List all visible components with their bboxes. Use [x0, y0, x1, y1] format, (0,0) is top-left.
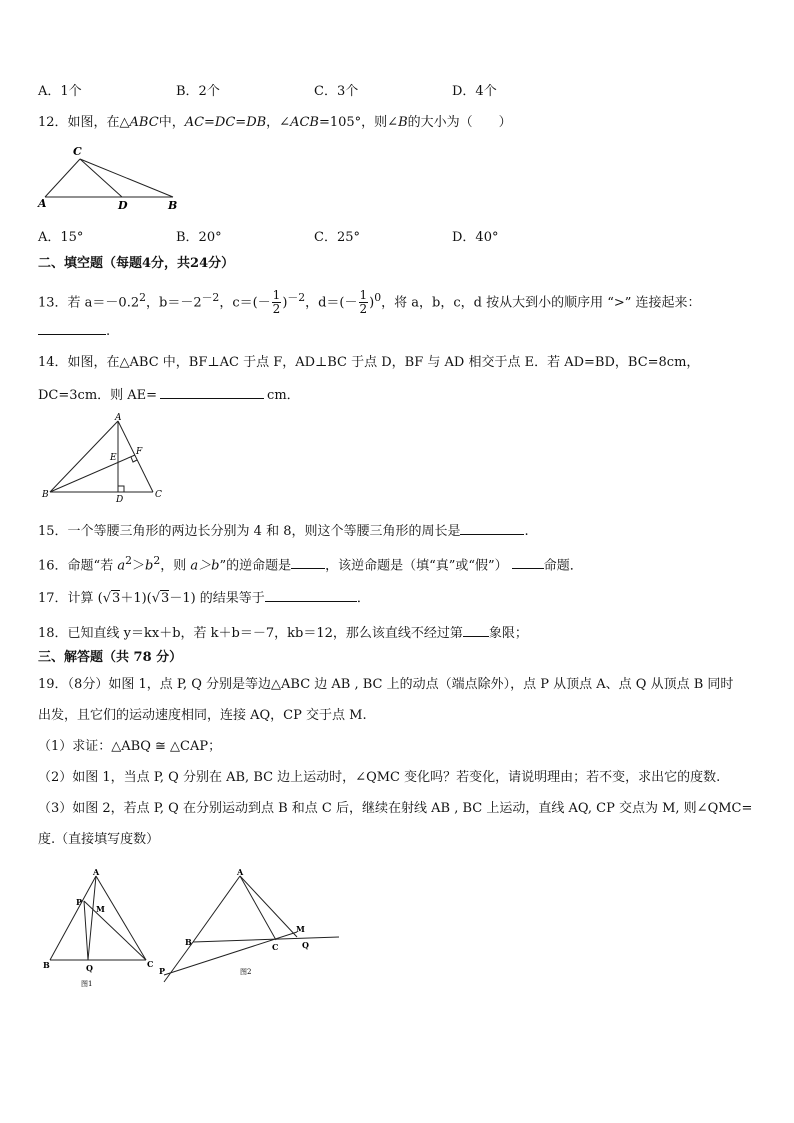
fig2-label-b: B [185, 937, 192, 947]
fig2-label-q: Q [302, 940, 309, 950]
q12-triangle-name: ABC [129, 115, 159, 130]
q14-stem-line1: 14．如图，在△ABC 中，BF⊥AC 于点 F，AD⊥BC 于点 D，BF 与 AD 相交于点 E．若 AD=BD，BC=8cm， [38, 355, 700, 370]
fig1-label-b: B [43, 960, 50, 970]
q14-label-c: C [155, 490, 162, 500]
q15-answer-blank[interactable] [460, 522, 524, 535]
q14-figure [38, 412, 168, 504]
q17-text: 17．计算 ( [38, 591, 103, 606]
q14-stem-line2 [38, 386, 300, 404]
q12-stem-text: 的大小为（ ） [407, 115, 512, 130]
q12-stem [38, 115, 512, 131]
q17-answer-blank[interactable] [265, 589, 357, 602]
fig1-label-a: A [93, 867, 100, 877]
q16-answer-blank-2[interactable] [512, 556, 544, 569]
fig2-label-p: P [159, 966, 166, 976]
q17-text: ． [356, 591, 370, 606]
q13-exponent: －2 [287, 291, 306, 304]
sqrt-icon: √ [102, 591, 112, 606]
fig1-label-m: M [96, 904, 105, 914]
q13-text: . [106, 324, 111, 339]
q13-text: ) [369, 295, 375, 311]
q19-figure-2 [156, 866, 346, 990]
q13-fraction-c [272, 289, 282, 316]
q12-stem-text: =105°，则∠ [318, 115, 399, 130]
q17-radicand: 3 [112, 591, 121, 606]
q12-angle-name: ACB [290, 115, 319, 130]
q13-exponent: 2 [139, 291, 146, 304]
q19-part-1: （1）求证：△ABQ ≅ △CAP； [38, 739, 222, 754]
q13-text: ，d＝(－ [305, 295, 358, 311]
q14-label-e: E [110, 453, 117, 463]
sqrt-icon: √ [151, 591, 161, 606]
fig2-label-c: C [272, 942, 279, 952]
q19-line-2: 出发，且它们的运动速度相同，连接 AQ，CP 交于点 M. [38, 708, 367, 723]
q13-text: ，b＝－2 [146, 295, 202, 311]
q13-answer-blank[interactable] [38, 322, 106, 335]
q15-stem [38, 522, 529, 540]
q12-option-a: A．15° [38, 230, 84, 245]
q13-stem [38, 282, 701, 319]
q18-text: 象限； [488, 626, 528, 641]
fig1-label-q: Q [86, 963, 93, 973]
q18-text: 18．已知直线 y＝kx＋b，若 k＋b＝－7，kb＝12，那么该直线不经过第 [38, 626, 463, 641]
q16-exponent: 2 [153, 554, 161, 567]
fig2-label-a: A [237, 867, 244, 877]
fig1-label-c: C [147, 959, 154, 969]
q16-text: ”的逆命题是 [219, 558, 292, 574]
section-2-heading: 二、填空题（每题4分，共24分） [38, 256, 235, 271]
q12-label-c: C [73, 145, 82, 158]
q13-text: ，c＝(－ [219, 295, 271, 311]
q14-text: DC=3cm．则 AE= [38, 388, 158, 403]
q16-var: a [117, 558, 126, 574]
q13-text: 13．若 a＝－0.2 [38, 295, 140, 311]
q14-text: cm． [267, 388, 300, 403]
q15-text: 15．一个等腰三角形的两边长分别为 4 和 8，则这个等腰三角形的周长是 [38, 524, 461, 539]
q19-part-3: （3）如图 2，若点 P, Q 在分别运动到点 B 和点 C 后，继续在射线 AB , BC 上运动，直线 AQ, CP 交点为 M, 则∠QMC= [38, 801, 753, 816]
q12-label-b: B [168, 199, 178, 212]
q14-label-d: D [116, 495, 124, 504]
q16-text: 命题． [543, 558, 583, 574]
q16-text: ，该逆命题是（填“真”或“假”） [325, 558, 508, 574]
q13-fraction-d [359, 289, 369, 316]
q19-line-1: 19．（8分）如图 1，点 P, Q 分别是等边△ABC 边 AB , BC 上的动点（端点除外），点 P 从顶点 A、点 Q 从顶点 B 同时 [38, 677, 734, 692]
q13-answer-line [38, 322, 110, 340]
fig2-caption: 图2 [240, 968, 252, 976]
q13-text: ，将 a，b，c，d 按从大到小的顺序用 “>” 连接起来： [381, 295, 701, 311]
fig2-lines [164, 876, 339, 982]
q12-condition: AC=DC=DB [184, 115, 267, 130]
q12-option-d: D．40° [452, 230, 499, 245]
fig2-label-m: M [296, 924, 305, 934]
q16-var: b [145, 558, 154, 574]
fraction-denominator: 2 [272, 302, 281, 317]
q13-exponent: 0 [374, 291, 382, 304]
fig1-caption: 图1 [81, 980, 93, 988]
q13-text: ) [282, 295, 288, 311]
q12-label-a: A [38, 197, 47, 210]
fig1-label-p: P [76, 897, 83, 907]
q12-stem-text: ，∠ [266, 115, 291, 130]
q16-text: 16．命题“若 [38, 558, 118, 574]
q12-stem-text: 中， [158, 115, 185, 130]
q12-triangle-lines [45, 159, 173, 197]
q18-answer-blank[interactable] [463, 624, 489, 637]
q14-label-a: A [115, 413, 122, 423]
q19-part-2: （2）如图 1，当点 P, Q 分别在 AB, BC 边上运动时，∠QMC 变化吗？若变化，请说明理由；若不变，求出它的度数. [38, 770, 721, 785]
q11-option-c: C．3个 [314, 84, 359, 99]
q16-text: ＞ [131, 558, 145, 574]
q17-stem [38, 589, 370, 609]
section-3-heading: 三、解答题（共 78 分） [38, 650, 183, 665]
q14-answer-blank[interactable] [160, 386, 264, 399]
fraction-denominator: 2 [359, 302, 368, 317]
q19-figure-1 [36, 866, 160, 990]
fig1-lines [50, 876, 146, 960]
q16-conclusion: a＞b [190, 558, 220, 574]
q11-option-a: A．1个 [38, 84, 82, 99]
q12-figure [30, 143, 190, 215]
q16-answer-blank-1[interactable] [291, 556, 325, 569]
q12-option-c: C．25° [314, 230, 360, 245]
q18-stem [38, 624, 528, 642]
q16-text: ，则 [160, 558, 191, 574]
q11-option-d: D．4个 [452, 84, 497, 99]
fraction-numerator: 1 [359, 288, 368, 303]
q12-angle-b: B [398, 115, 408, 130]
q14-label-f: F [136, 447, 143, 457]
q11-option-b: B．2个 [176, 84, 220, 99]
q13-exponent: －2 [201, 291, 220, 304]
q12-option-b: B．20° [176, 230, 222, 245]
q16-stem [38, 553, 583, 574]
q12-label-d: D [118, 199, 128, 212]
q17-text: －1) 的结果等于 [169, 591, 265, 606]
q19-part-3-cont: 度.（直接填写度数） [38, 832, 160, 847]
q14-label-b: B [42, 490, 49, 500]
fraction-numerator: 1 [272, 288, 281, 303]
q15-text: . [524, 524, 529, 539]
q17-radicand: 3 [161, 591, 170, 606]
q17-text: ＋1)( [120, 591, 152, 606]
q16-exponent: 2 [125, 554, 132, 567]
q12-stem-text: 12．如图，在△ [38, 115, 130, 130]
